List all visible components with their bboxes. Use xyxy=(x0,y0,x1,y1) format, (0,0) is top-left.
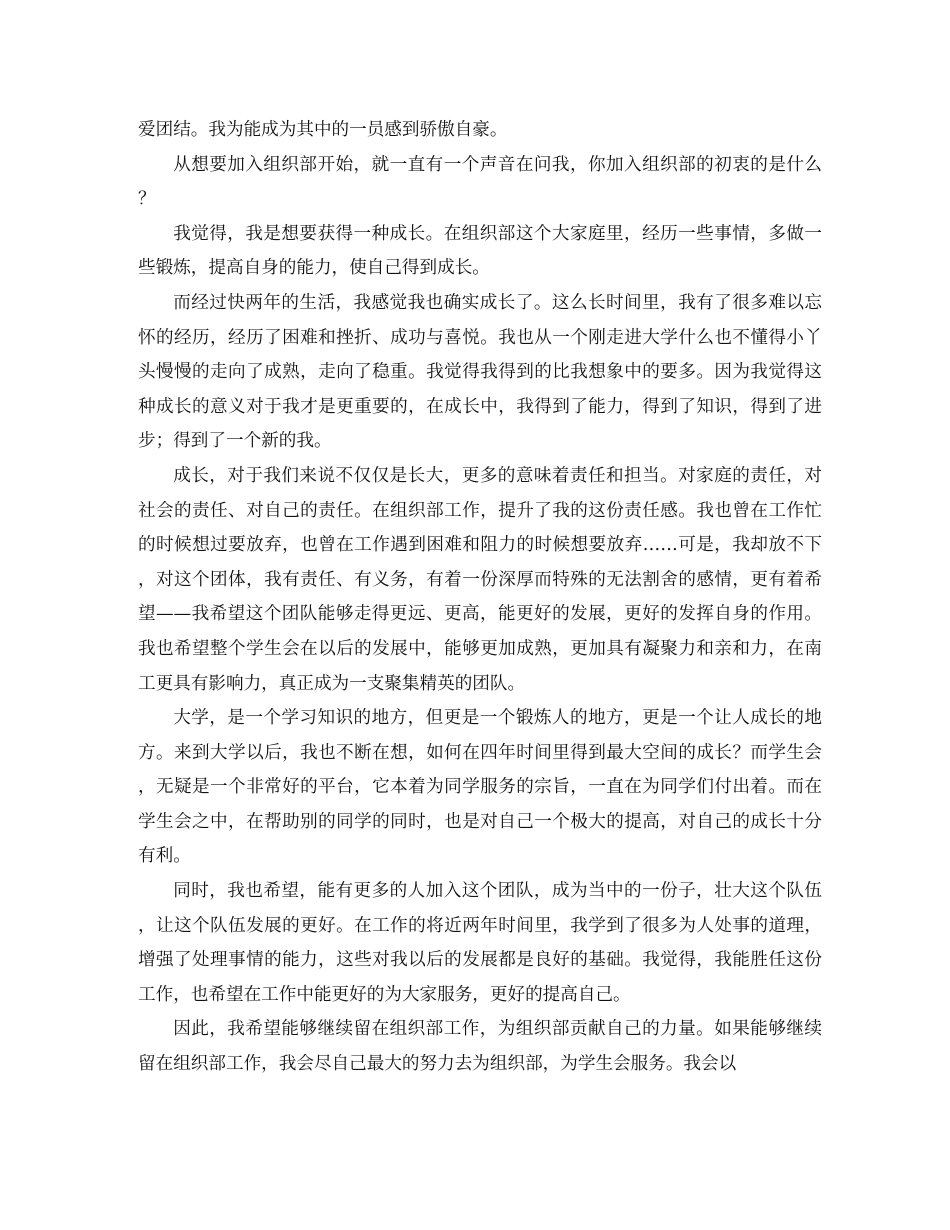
paragraph: 同时，我也希望，能有更多的人加入这个团队，成为当中的一份子，壮大这个队伍，让这个队伍发展的更好。在工作的将近两年时间里，我学到了很多为人处事的道理，增强了处理事情的能力，这些对我以后的发展都是良好的基础。我觉得，我能胜任这份工作，也希望在工作中能更好的为大家服务，更好的提高自己。 xyxy=(138,881,822,1005)
paragraph: 而经过快两年的生活，我感觉我也确实成长了。这么长时间里，我有了很多难以忘怀的经历，经历了困难和挫折、成功与喜悦。我也从一个刚走进大学什么也不懂得小丫头慢慢的走向了成熟，走向了稳重。我觉得我得到的比我想象中的要多。因为我觉得这种成长的意义对于我才是更重要的，在成长中，我得到了能力，得到了知识，得到了进步；得到了一个新的我。 xyxy=(138,292,822,452)
document-body xyxy=(138,113,822,1082)
paragraph: 我觉得，我是想要获得一种成长。在组织部这个大家庭里，经历一些事情，多做一些锻炼，提高自身的能力，使自己得到成长。 xyxy=(138,223,822,279)
paragraph-continued: 爱团结。我为能成为其中的一员感到骄傲自豪。 xyxy=(138,120,508,140)
paragraph: 大学，是一个学习知识的地方，但更是一个锻炼人的地方，更是一个让人成长的地方。来到大学以后，我也不断在想，如何在四年时间里得到最大空间的成长？而学生会，无疑是一个非常好的平台，它本着为同学服务的宗旨，一直在为同学们付出着。而在学生会之中，在帮助别的同学的同时，也是对自己一个极大的提高，对自己的成长十分有利。 xyxy=(138,708,822,867)
paragraph: 因此，我希望能够继续留在组织部工作，为组织部贡献自己的力量。如果能够继续留在组织部工作，我会尽自己最大的努力去为组织部，为学生会服务。我会以 xyxy=(138,1019,822,1075)
paragraph: 从想要加入组织部开始，就一直有一个声音在问我，你加入组织部的初衷的是什么？ xyxy=(138,154,822,210)
paragraph: 成长，对于我们来说不仅仅是长大，更多的意味着责任和担当。对家庭的责任，对社会的责任、对自己的责任。在组织部工作，提升了我的这份责任感。我也曾在工作忙的时候想过要放弃，也曾在工作遇到困难和阻力的时候想要放弃……可是，我却放不下，对这个团体，我有责任、有义务，有着一份深厚而特殊的无法割舍的感情，更有着希望——我希望这个团队能够走得更远、更高，能更好的发展，更好的发挥自身的作用。我也希望整个学生会在以后的发展中，能够更加成熟，更加具有凝聚力和亲和力，在南工更具有影响力，真正成为一支聚集精英的团队。 xyxy=(138,465,822,694)
